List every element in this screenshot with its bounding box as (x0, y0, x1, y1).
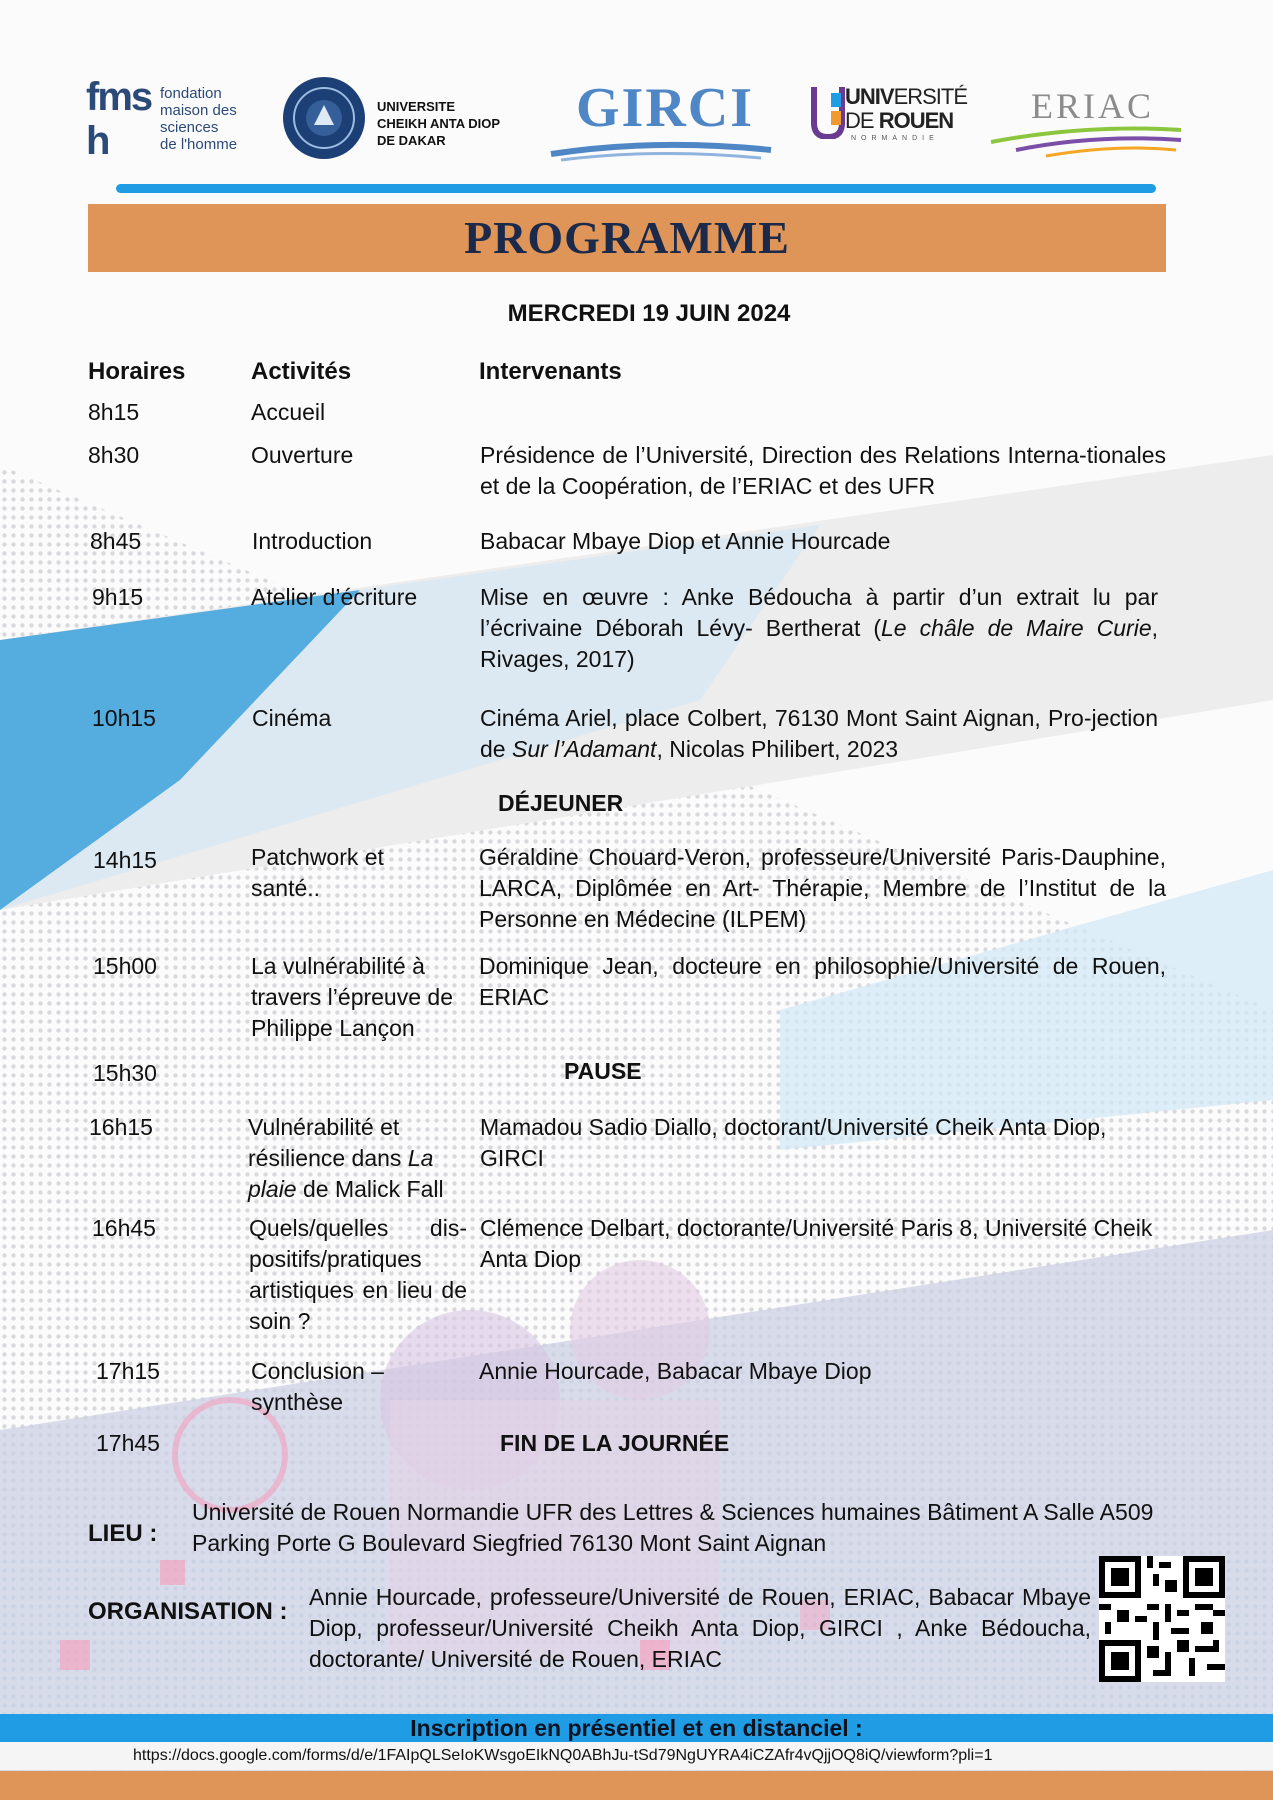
row-activity: Quels/quelles dis-positifs/pratiques artistiques en lieu de soin ? (249, 1215, 467, 1334)
header-rule (116, 184, 1156, 193)
row-activity: Cinéma (252, 705, 332, 731)
row-speakers: Géraldine Chouard-Veron, professeure/Université Paris-Dauphine, LARCA, Diplômée en Art- Thérapie, Membre de l’Institut de la Personne en Médecine (ILPEM) (479, 844, 1166, 932)
title-bar (88, 204, 1166, 272)
break-pause: PAUSE (564, 1058, 642, 1084)
row-activity: Patchwork et santé.. (251, 844, 384, 901)
row-activity-text: Vulnérabilité et résilience dans (248, 1114, 408, 1171)
row-speakers-text: , Nicolas Philibert, 2023 (656, 736, 899, 762)
rouen-line-2-light: DE (845, 108, 879, 133)
fmsh-line-1: fondation (160, 85, 222, 102)
row-time: 17h15 (96, 1358, 160, 1384)
venue-text: Université de Rouen Normandie UFR des Lettres & Sciences humaines Bâtiment A Salle A509 Parking Porte G Boulevard Siegfried 76130 Mont Saint Aignan (192, 1499, 1154, 1556)
venue-label: LIEU : (88, 1520, 158, 1547)
organisation-text: Annie Hourcade, professeure/Université de Rouen, ERIAC, Babacar Mbaye Diop, professeur/Université Cheikh Anta Diop, GIRCI , Anke Bédoucha, doctorante/ Université de Rouen, ERIAC (309, 1584, 1091, 1672)
ucad-line-3: DE DAKAR (377, 133, 446, 148)
row-speakers: Clémence Delbart, doctorante/Université Paris 8, Université Cheik Anta Diop (480, 1215, 1153, 1272)
page-title: PROGRAMME (464, 212, 790, 263)
row-time: 15h30 (93, 1060, 157, 1086)
event-date: MERCREDI 19 JUIN 2024 (507, 300, 791, 327)
row-speakers: Mamadou Sadio Diallo, doctorant/Université Cheik Anta Diop, GIRCI (480, 1114, 1107, 1171)
row-time: 14h15 (93, 847, 157, 873)
row-activity: Introduction (252, 528, 373, 554)
girci-logo (546, 70, 776, 170)
fmsh-line-3: sciences (160, 119, 219, 136)
fmsh-mark: fmsh (86, 75, 152, 163)
rouen-u-icon (811, 87, 845, 139)
fmsh-line-4: de l'homme (160, 136, 238, 153)
row-time: 8h15 (88, 399, 140, 425)
rouen-logo (811, 85, 981, 165)
girci-swoosh-icon (546, 136, 776, 166)
registration-link[interactable]: https://docs.google.com/forms/d/e/1FAIpQLSeIoKWsgoEIkNQ0ABhJu-tSd79NgUYRA4iCZAfr4vQjjOQ8iQ/viewform?pli=1 (133, 1747, 993, 1764)
rouen-line-1 (845, 85, 967, 109)
footer-bar (0, 1771, 1273, 1800)
row-time: 8h30 (88, 442, 140, 468)
ucad-seal-icon (281, 75, 367, 161)
row-activity-text: de Malick Fall (296, 1176, 444, 1202)
break-lunch: DÉJEUNER (498, 790, 624, 816)
registration-title: Inscription en présentiel et en distanciel : (410, 1715, 863, 1741)
row-time: 16h45 (92, 1215, 156, 1241)
row-activity (248, 1112, 470, 1205)
registration-bar (0, 1714, 1273, 1742)
ucad-line-1: UNIVERSITE (377, 99, 456, 114)
row-time: 8h45 (90, 528, 142, 554)
row-activity: Accueil (251, 399, 326, 425)
registration-url-bar (0, 1742, 1273, 1770)
rouen-line-1-bold: UNIV (845, 84, 894, 109)
row-activity: Ouverture (251, 442, 354, 468)
header-activity: Activités (251, 358, 352, 385)
row-speakers (480, 582, 1158, 675)
row-time: 17h45 (96, 1430, 160, 1456)
row-time: 10h15 (92, 705, 156, 731)
row-time: 15h00 (93, 953, 157, 979)
rouen-line-2 (845, 109, 953, 133)
row-time: 9h15 (92, 584, 144, 610)
eriac-swoosh-icon (986, 120, 1186, 160)
row-speakers-text: , Rivages, 2017) (480, 615, 1159, 672)
book-title: Le châle de Maire Curie (881, 615, 1152, 641)
film-title: Sur l’Adamant (511, 736, 657, 762)
row-speakers: Présidence de l’Université, Direction des Relations Interna-tionales et de la Coopération, de l’ERIAC et des UFR (480, 442, 1166, 499)
ucad-line-2: CHEIKH ANTA DIOP (377, 116, 501, 131)
fmsh-line-2: maison des (160, 102, 237, 119)
break-end: FIN DE LA JOURNÉE (500, 1430, 730, 1456)
row-time: 16h15 (89, 1114, 153, 1140)
qr-code-icon[interactable] (1099, 1556, 1225, 1682)
row-speakers-text: Mise en œuvre : Anke Bédoucha à partir d’un extrait lu par l’écrivaine Déborah Lévy- Bertherat ( (480, 584, 1158, 641)
row-speakers: Dominique Jean, docteure en philosophie/Université de Rouen, ERIAC (479, 953, 1166, 1010)
header-speakers: Intervenants (479, 358, 622, 385)
rouen-line-2-bold: ROUEN (878, 108, 954, 133)
rouen-line-3: NORMANDIE (851, 135, 939, 142)
eriac-text: ERIAC (1031, 86, 1154, 126)
logo-row (86, 70, 1186, 170)
row-speakers-text: Cinéma Ariel, place Colbert, 76130 Mont Saint Aignan, Pro-jection de (480, 705, 1158, 762)
row-activity: La vulnérabilité à travers l’épreuve de Philippe Lançon (251, 953, 453, 1041)
header-time: Horaires (88, 358, 186, 385)
girci-text: GIRCI (576, 77, 755, 139)
row-speakers: Annie Hourcade, Babacar Mbaye Diop (479, 1358, 872, 1384)
qr-code-graphic (1099, 1556, 1225, 1682)
rouen-line-1-light: ERSITÉ (893, 84, 968, 109)
row-activity: Conclusion – synthèse (251, 1358, 384, 1415)
row-speakers: Babacar Mbaye Diop et Annie Hourcade (480, 528, 891, 554)
row-speakers (480, 703, 1158, 765)
book-title: La plaie (248, 1145, 434, 1202)
organisation-label: ORGANISATION : (88, 1598, 288, 1625)
fmsh-logo (86, 75, 256, 165)
ucad-logo (281, 75, 541, 165)
row-activity: Atelier d’écriture (251, 584, 418, 610)
eriac-logo (986, 75, 1186, 165)
